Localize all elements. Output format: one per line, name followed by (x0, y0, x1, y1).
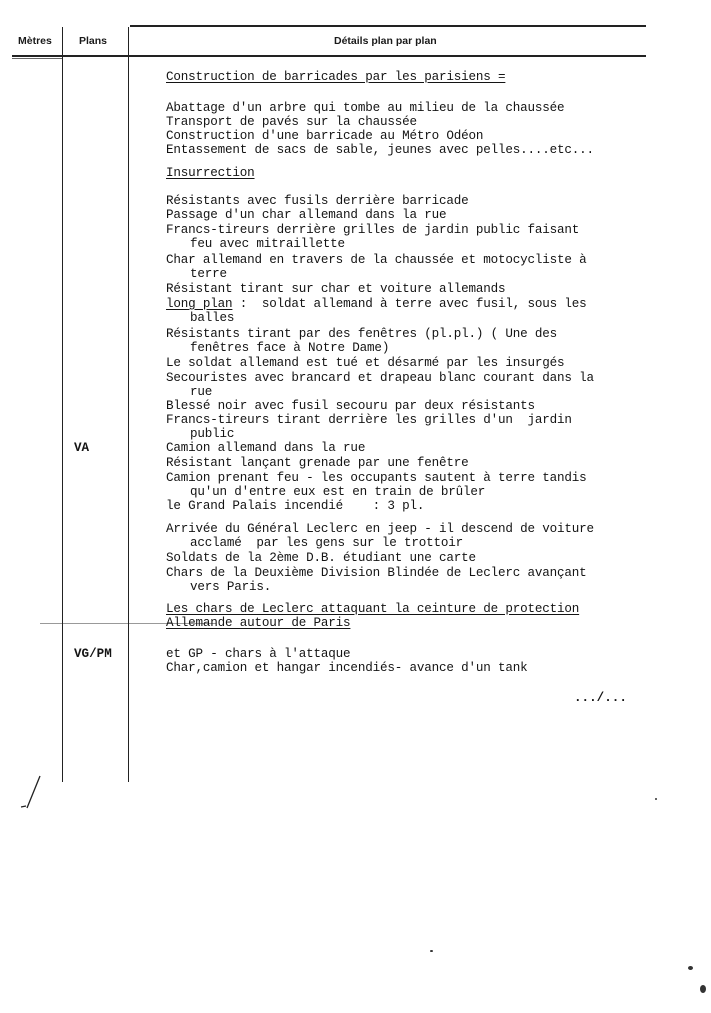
detail-line: Construction d'une barricade au Métro Odéon (166, 129, 484, 143)
section-title-insurrection: Insurrection (166, 166, 255, 180)
detail-line: qu'un d'entre eux est en train de brûler (190, 485, 486, 499)
detail-line: fenêtres face à Notre Dame) (190, 341, 390, 355)
detail-line: Arrivée du Général Leclerc en jeep - il descend de voiture (166, 522, 594, 536)
detail-line: Résistant lançant grenade par une fenêtre (166, 456, 469, 470)
ink-speck (700, 985, 706, 993)
table-top-rule (130, 25, 646, 27)
detail-line: Camion prenant feu - les occupants sautent à terre tandis (166, 471, 587, 485)
detail-line: le Grand Palais incendié : 3 pl. (166, 499, 425, 513)
detail-line: rue (190, 385, 213, 399)
header-details: Détails plan par plan (334, 35, 437, 47)
detail-line: Résistants avec fusils derrière barricade (166, 194, 469, 208)
section-title-attack-cont: Allemande autour de Paris (166, 616, 351, 630)
detail-line-long-plan (166, 297, 587, 311)
detail-line: Entassement de sacs de sable, jeunes avec pelles....etc... (166, 143, 594, 157)
detail-line: Char allemand en travers de la chaussée et motocycliste à (166, 253, 587, 267)
long-plan-label: long plan (166, 297, 233, 311)
ink-speck (430, 950, 433, 952)
long-plan-text: : soldat allemand à terre avec fusil, sous les (232, 297, 587, 311)
detail-line: balles (190, 311, 235, 325)
detail-line: Passage d'un char allemand dans la rue (166, 208, 447, 222)
detail-line: Camion allemand dans la rue (166, 441, 366, 455)
detail-line: Chars de la Deuxième Division Blindée de Leclerc avançant (166, 566, 587, 580)
section-title-attack: Les chars de Leclerc attaquant la ceinture de protection (166, 602, 580, 616)
detail-line: Francs-tireurs tirant derrière les grilles d'un jardin (166, 413, 572, 427)
ink-speck (688, 966, 693, 970)
detail-line: Résistants tirant par des fenêtres (pl.pl.) ( Une des (166, 327, 558, 341)
detail-line: Résistant tirant sur char et voiture allemands (166, 282, 506, 296)
detail-line: public (190, 427, 235, 441)
header-metres: Mètres (18, 35, 52, 47)
detail-line: Blessé noir avec fusil secouru par deux résistants (166, 399, 535, 413)
plan-code-va: VA (74, 441, 90, 455)
bottom-left-rule (12, 58, 62, 59)
continuation-mark: .../... (574, 691, 627, 705)
section-title-barricades: Construction de barricades par les parisiens = (166, 70, 506, 84)
header-plans: Plans (79, 35, 108, 47)
detail-line: terre (190, 267, 227, 281)
detail-line: vers Paris. (190, 580, 272, 594)
detail-line: Soldats de la 2ème D.B. étudiant une carte (166, 551, 476, 565)
plans-column-right-border (128, 27, 129, 782)
detail-line: Transport de pavés sur la chaussée (166, 115, 417, 129)
plan-code-vg-pm: VG/PM (74, 647, 112, 661)
detail-line: acclamé par les gens sur le trottoir (190, 536, 463, 550)
detail-line: Char,camion et hangar incendiés- avance d'un tank (166, 661, 528, 675)
detail-line: Abattage d'un arbre qui tombe au milieu de la chaussée (166, 101, 565, 115)
plans-column-left-border (62, 27, 63, 782)
header-bottom-rule (12, 55, 646, 57)
detail-line: Le soldat allemand est tué et désarmé par les insurgés (166, 356, 565, 370)
detail-line: feu avec mitraillette (190, 237, 345, 251)
ink-speck (655, 798, 657, 800)
detail-line: Francs-tireurs derrière grilles de jardin public faisant (166, 223, 580, 237)
detail-line: et GP - chars à l'attaque (166, 647, 351, 661)
detail-line: Secouristes avec brancard et drapeau blanc courant dans la (166, 371, 594, 385)
pen-stroke-mark (18, 774, 58, 814)
